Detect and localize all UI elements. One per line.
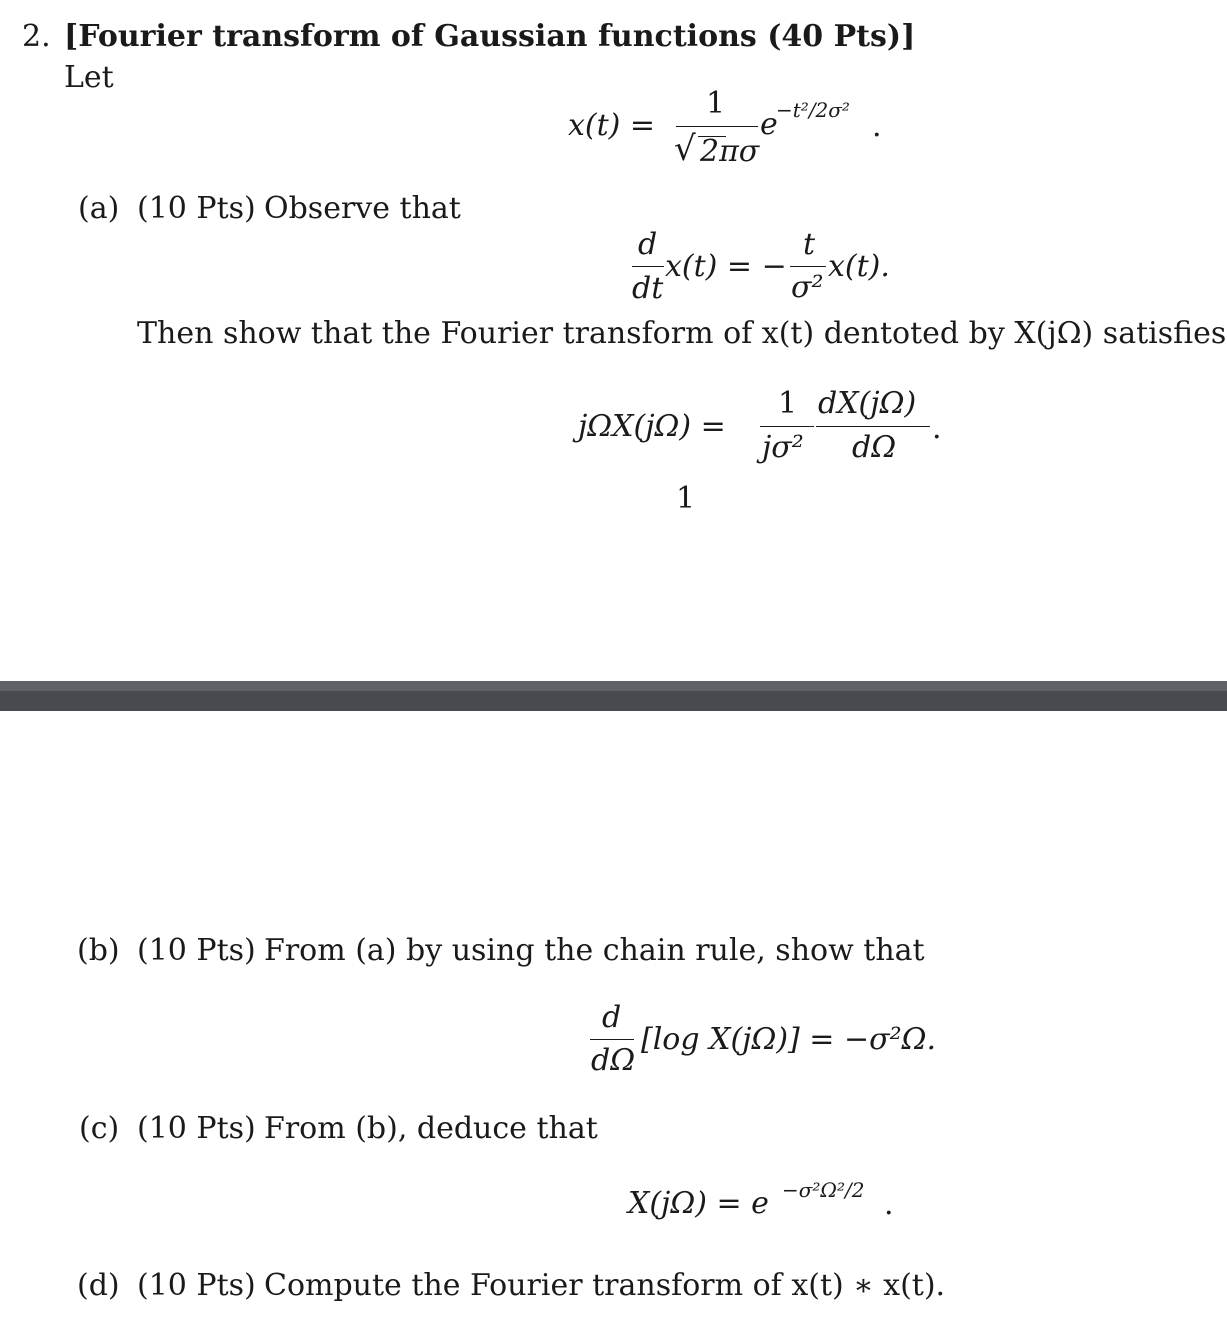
deriv-rhs: x(t). bbox=[828, 249, 890, 284]
ft-lhs: jΩX(jΩ) = bbox=[578, 409, 726, 444]
deriv-fraction-bar bbox=[632, 266, 664, 267]
part-d-points: (10 Pts) bbox=[137, 1268, 256, 1303]
part-a-text: Observe that bbox=[264, 191, 461, 226]
ft-end: . bbox=[932, 411, 942, 446]
log-deriv-denominator: dΩ bbox=[591, 1043, 636, 1078]
sqrt-symbol: √ bbox=[674, 129, 696, 169]
part-b-label: (b) bbox=[77, 933, 120, 968]
log-deriv-fraction-bar bbox=[590, 1039, 634, 1040]
def-numerator: 1 bbox=[706, 86, 726, 121]
problem-number: 2. bbox=[22, 19, 51, 54]
def-base: e bbox=[760, 107, 778, 142]
def-exponent: −t²/2σ² bbox=[776, 98, 850, 122]
page-number: 1 bbox=[676, 481, 696, 516]
part-a-then-text: Then show that the Fourier transform of x(t) dentoted by X(jΩ) satisfies bbox=[137, 316, 1227, 351]
part-d-text: Compute the Fourier transform of x(t) ∗ x(t). bbox=[264, 1268, 946, 1303]
ratio-numerator: t bbox=[803, 227, 816, 262]
ft-numerator-2: dX(jΩ) bbox=[818, 386, 917, 421]
result-exponent: −σ²Ω²/2 bbox=[782, 1178, 865, 1202]
part-c-text: From (b), deduce that bbox=[264, 1111, 598, 1146]
part-d-label: (d) bbox=[77, 1268, 120, 1303]
part-c-points: (10 Pts) bbox=[137, 1111, 256, 1146]
deriv-denominator: dt bbox=[632, 271, 664, 306]
problem-title: [Fourier transform of Gaussian functions (40 Pts)] bbox=[64, 19, 916, 54]
result-lhs: X(jΩ) = e bbox=[628, 1186, 769, 1221]
ratio-fraction-bar bbox=[790, 266, 826, 267]
def-denominator: 2πσ bbox=[700, 134, 760, 169]
ft-denominator-2: dΩ bbox=[852, 430, 897, 465]
def-lhs: x(t) = bbox=[568, 108, 656, 143]
part-a-points: (10 Pts) bbox=[137, 191, 256, 226]
part-b-text: From (a) by using the chain rule, show that bbox=[264, 933, 925, 968]
log-deriv-expression: [log X(jΩ)] = −σ²Ω. bbox=[641, 1022, 937, 1057]
ft-denominator-1: jσ² bbox=[762, 430, 804, 465]
deriv-expression: x(t) = − bbox=[665, 249, 787, 284]
def-fraction-bar bbox=[676, 126, 758, 127]
part-c-label: (c) bbox=[79, 1111, 120, 1146]
ratio-denominator: σ² bbox=[791, 270, 824, 305]
part-a-label: (a) bbox=[78, 191, 120, 226]
intro-text: Let bbox=[64, 60, 114, 95]
result-end: . bbox=[884, 1187, 894, 1222]
log-deriv-numerator: d bbox=[602, 1000, 622, 1035]
ft-numerator-1: 1 bbox=[778, 386, 798, 421]
ft-fraction-bar-2 bbox=[816, 426, 930, 427]
ft-fraction-bar-1 bbox=[760, 426, 814, 427]
deriv-numerator: d bbox=[638, 227, 658, 262]
page-divider bbox=[0, 681, 1227, 711]
part-b-points: (10 Pts) bbox=[137, 933, 256, 968]
def-end: . bbox=[872, 109, 882, 144]
